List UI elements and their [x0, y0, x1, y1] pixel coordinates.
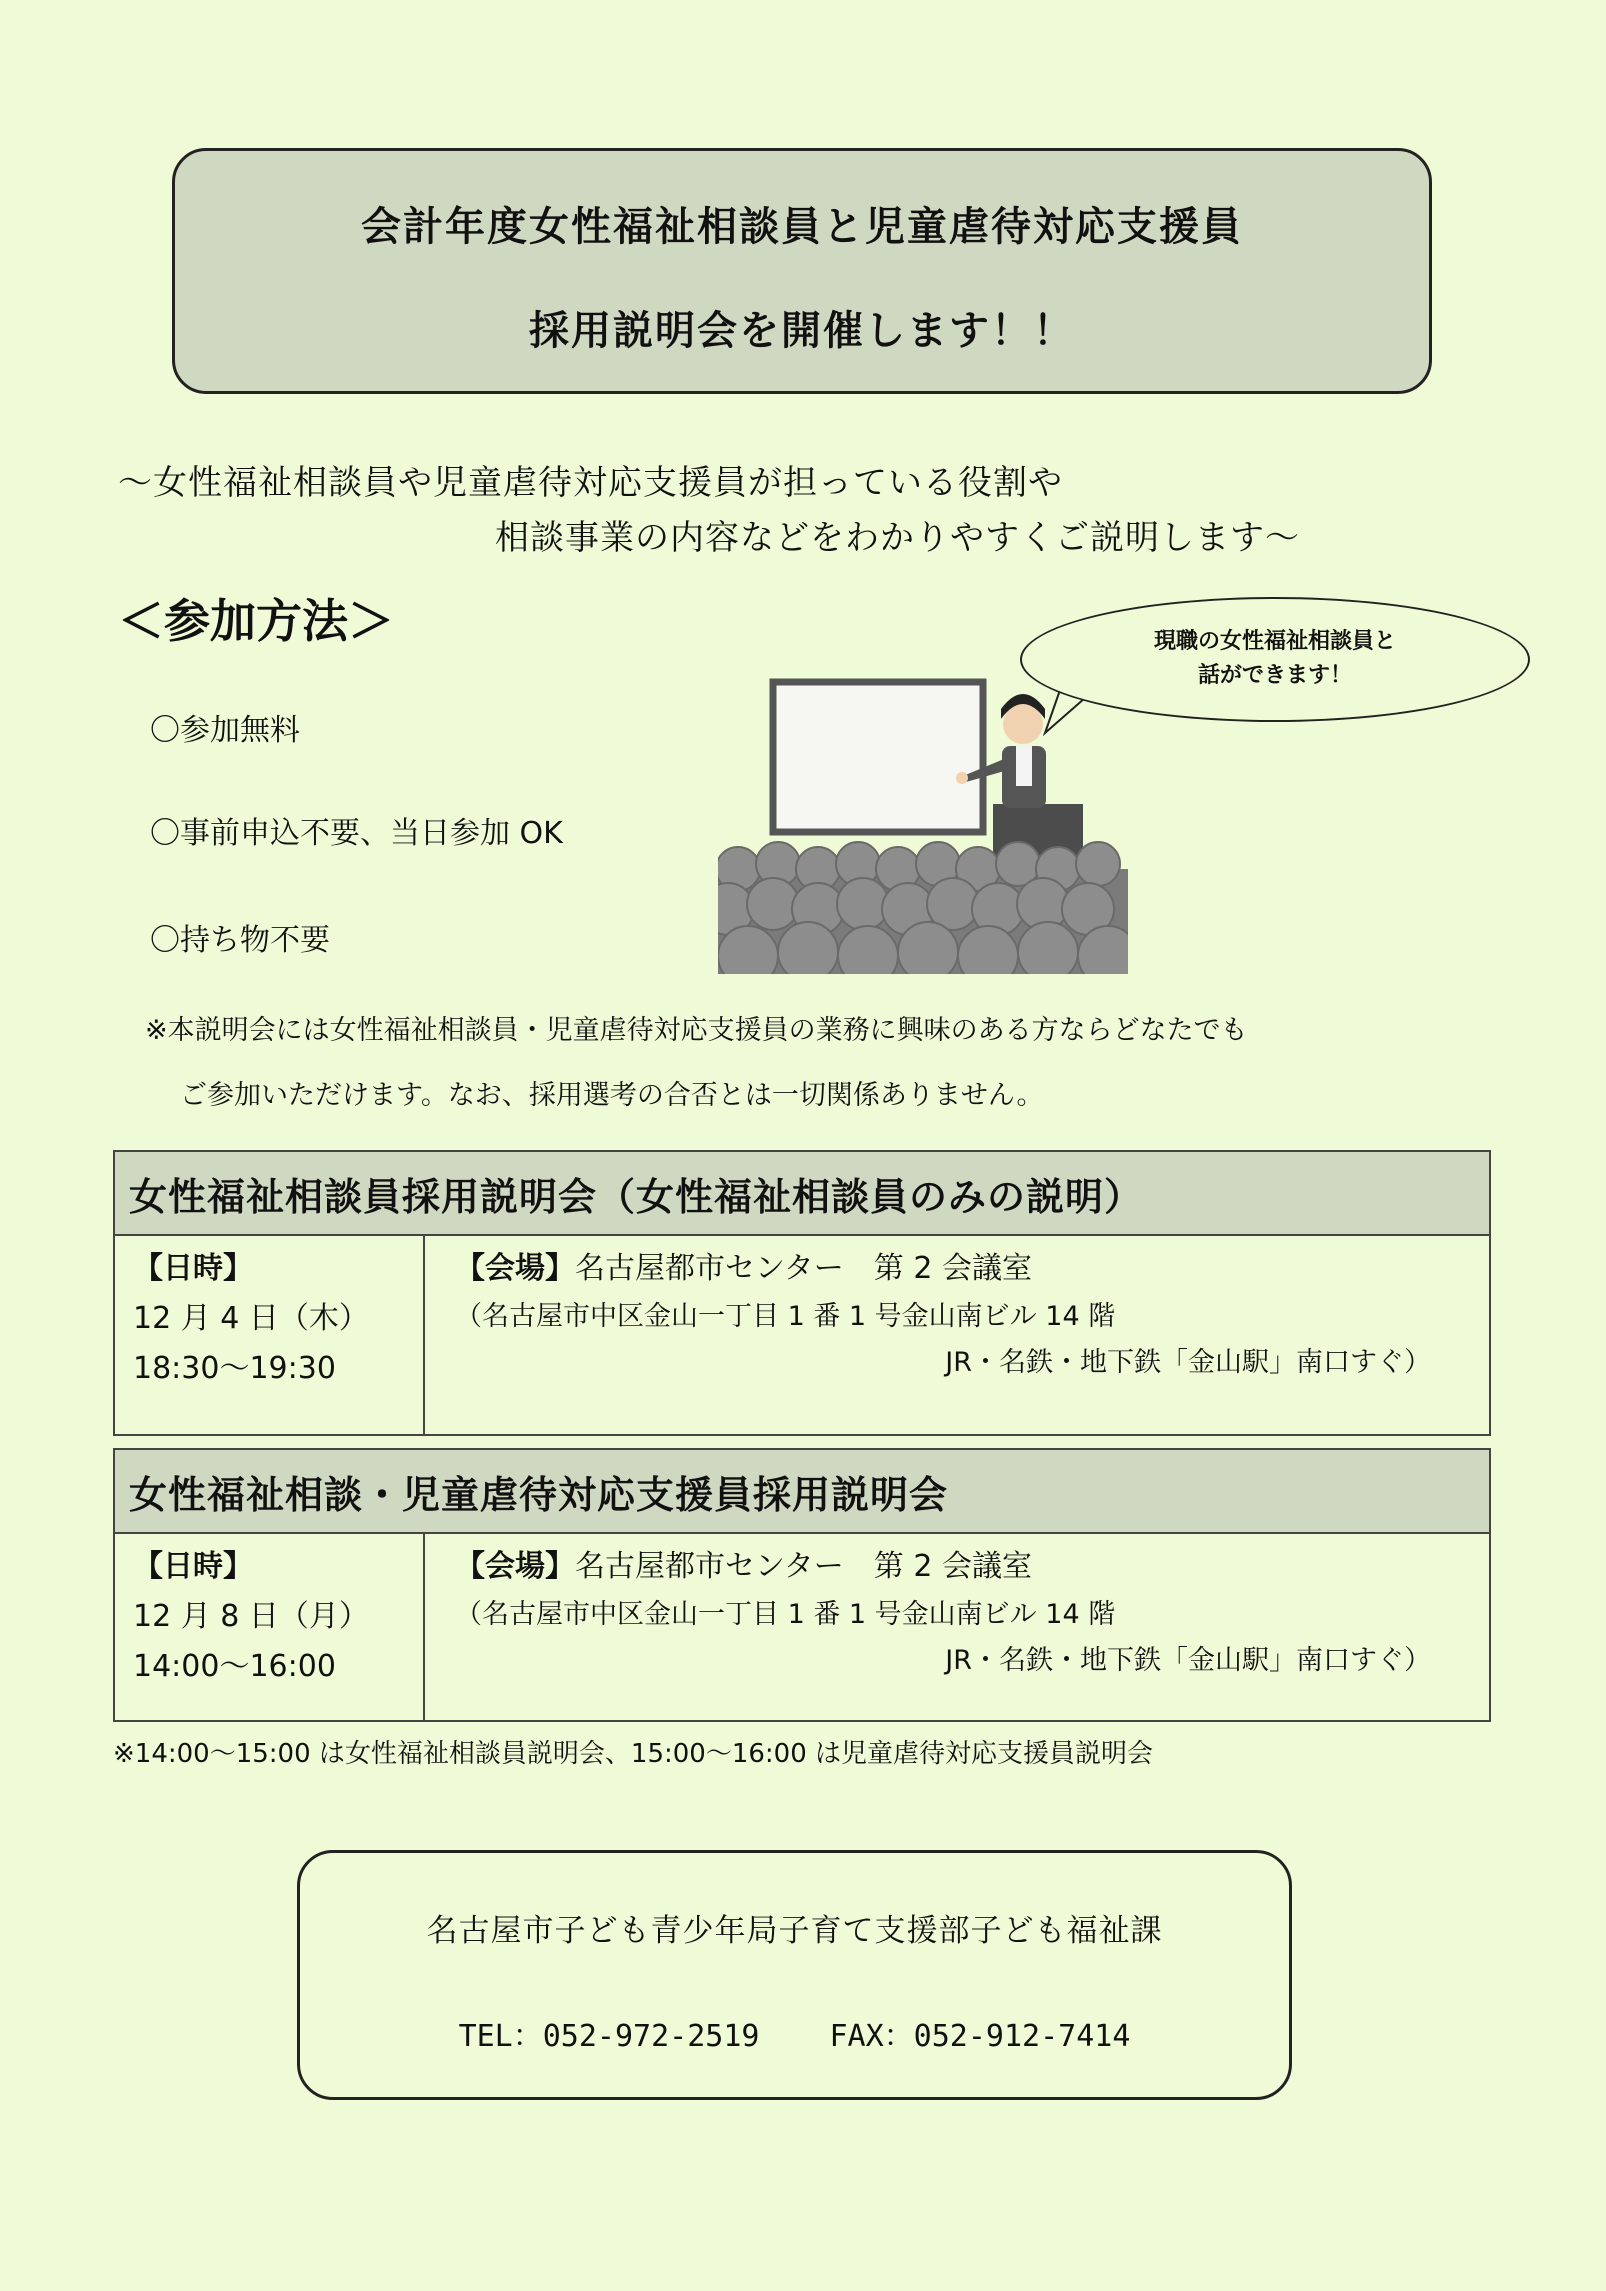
venue-name: 名古屋都市センター 第 2 会議室 [575, 1251, 1032, 1286]
contact-fax: FAX：052-912-7414 [829, 2019, 1131, 2054]
title-line-1: 会計年度女性福祉相談員と児童虐待対応支援員 [361, 204, 1243, 250]
session-datetime [114, 1235, 424, 1435]
session-time: 18:30～19:30 [133, 1351, 336, 1386]
participation-item: 〇事前申込不要、当日参加 OK [150, 816, 563, 851]
venue-name: 名古屋都市センター 第 2 会議室 [575, 1549, 1032, 1584]
speech-bubble [1020, 597, 1530, 722]
title-line-2: 採用説明会を開催します！！ [529, 308, 1075, 354]
contact-phone [300, 2011, 1289, 2055]
session-datetime [114, 1533, 424, 1721]
contact-box [297, 1850, 1292, 2100]
subtitle-line-2: 相談事業の内容などをわかりやすくご説明します～ [495, 518, 1300, 558]
venue-address: （名古屋市中区金山一丁目 1 番 1 号金山南ビル 14 階 [455, 1301, 1116, 1332]
contact-tel: TEL：052-972-2519 [458, 2019, 760, 2054]
venue-access: JR・名鉄・地下鉄「金山駅」南口すぐ） [945, 1645, 1431, 1676]
date-label: 【日時】 [133, 1251, 253, 1286]
session-table-2 [113, 1448, 1491, 1722]
venue-label: 【会場】 [455, 1549, 575, 1584]
date-label: 【日時】 [133, 1549, 253, 1584]
participation-heading: ＜参加方法＞ [118, 594, 394, 648]
session-date: 12 月 4 日（木） [133, 1301, 369, 1336]
schedule-footnote: ※14:00～15:00 は女性福祉相談員説明会、15:00～16:00 は児童虐待対応支援員説明会 [113, 1739, 1154, 1769]
venue-access: JR・名鉄・地下鉄「金山駅」南口すぐ） [945, 1347, 1431, 1378]
session-time: 14:00～16:00 [133, 1649, 336, 1684]
bubble-line-1: 現職の女性福祉相談員と [1153, 629, 1396, 654]
session-venue [424, 1533, 1490, 1721]
venue-label: 【会場】 [455, 1251, 575, 1286]
session-table-1 [113, 1150, 1491, 1436]
title-box [172, 148, 1432, 394]
notice-line-1: ※本説明会には女性福祉相談員・児童虐待対応支援員の業務に興味のある方ならどなたでも [145, 1015, 1248, 1046]
venue-address: （名古屋市中区金山一丁目 1 番 1 号金山南ビル 14 階 [455, 1599, 1116, 1630]
bubble-line-2: 話ができます！ [1197, 663, 1352, 688]
session-title: 女性福祉相談員採用説明会（女性福祉相談員のみの説明） [114, 1151, 1490, 1235]
participation-item: 〇参加無料 [150, 713, 300, 748]
session-date: 12 月 8 日（月） [133, 1599, 369, 1634]
session-venue [424, 1235, 1490, 1435]
contact-org: 名古屋市子ども青少年局子育て支援部子ども福祉課 [426, 1913, 1163, 1949]
notice-line-2: ご参加いただけます。なお、採用選考の合否とは一切関係ありません。 [180, 1080, 1044, 1111]
participation-item: 〇持ち物不要 [150, 923, 330, 958]
subtitle-line-1: ～女性福祉相談員や児童虐待対応支援員が担っている役割や [118, 463, 1063, 503]
session-title: 女性福祉相談・児童虐待対応支援員採用説明会 [114, 1449, 1490, 1533]
